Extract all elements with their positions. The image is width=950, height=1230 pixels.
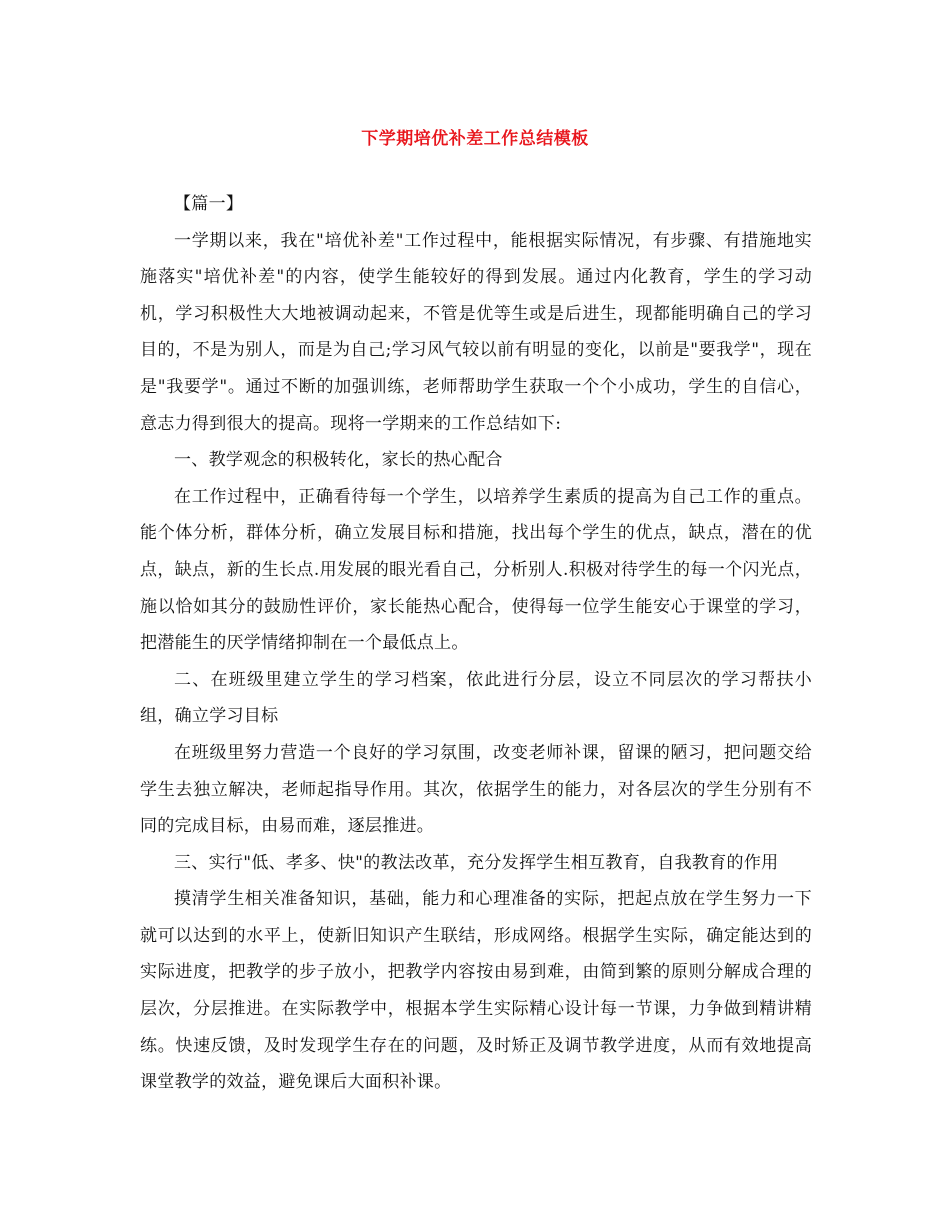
- heading-one: 一、教学观念的积极转化，家长的热心配合: [174, 450, 503, 471]
- document-title: 下学期培优补差工作总结模板: [361, 129, 589, 149]
- heading-three: 三、实行"低、孝多、快"的教法改革，充分发挥学生相互教育，自我教育的作用: [174, 852, 779, 873]
- paragraph-three: 摸清学生相关准备知识，基础，能力和心理准备的实际，把起点放在学生努力一下就可以达到的水平上，使新旧知识产生联结，形成网络。根据学生实际，确定能达到的实际进度，把教学的步子放小，把教学内容按由易到难，由简到繁的原则分解成合理的层次，分层推进。在实际教学中，根据本学生实际精心设计每一节课，力争做到精讲精练。快速反馈，及时发现学生存在的问题，及时矫正及调节教学进度，从而有效地提高课堂教学的效益，避免课后大面积补课。: [140, 889, 812, 1093]
- heading-two: 二、在班级里建立学生的学习档案，依此进行分层，设立不同层次的学习帮扶小组，确立学习目标: [140, 669, 812, 727]
- section-label: 【篇一】: [174, 194, 244, 214]
- paragraph-one: 在工作过程中，正确看待每一个学生，以培养学生素质的提高为自己工作的重点。能个体分析，群体分析，确立发展目标和措施，找出每个学生的优点，缺点，潜在的优点，缺点，新的生长点.用发展的眼光看自己，分析别人.积极对待学生的每一个闪光点，施以恰如其分的鼓励性评价，家长能热心配合，使得每一位学生能安心于课堂的学习，把潜能生的厌学情绪抑制在一个最低点上。: [140, 486, 812, 654]
- document-body: [140, 186, 812, 1101]
- intro-paragraph: 一学期以来，我在"培优补差"工作过程中，能根据实际情况，有步骤、有措施地实施落实"培优补差"的内容，使学生能较好的得到发展。通过内化教育，学生的学习动机，学习积极性大大地被调动起来，不管是优等生或是后进生，现都能明确自己的学习目的，不是为别人，而是为自己;学习风气较以前有明显的变化，以前是"要我学"，现在是"我要学"。通过不断的加强训练，老师帮助学生获取一个个小成功，学生的自信心，意志力得到很大的提高。现将一学期来的工作总结如下:: [140, 230, 812, 434]
- paragraph-two: 在班级里努力营造一个良好的学习氛围，改变老师补课，留课的陋习，把问题交给学生去独立解决，老师起指导作用。其次，依据学生的能力，对各层次的学生分别有不同的完成目标，由易而难，逐层推进。: [140, 742, 812, 837]
